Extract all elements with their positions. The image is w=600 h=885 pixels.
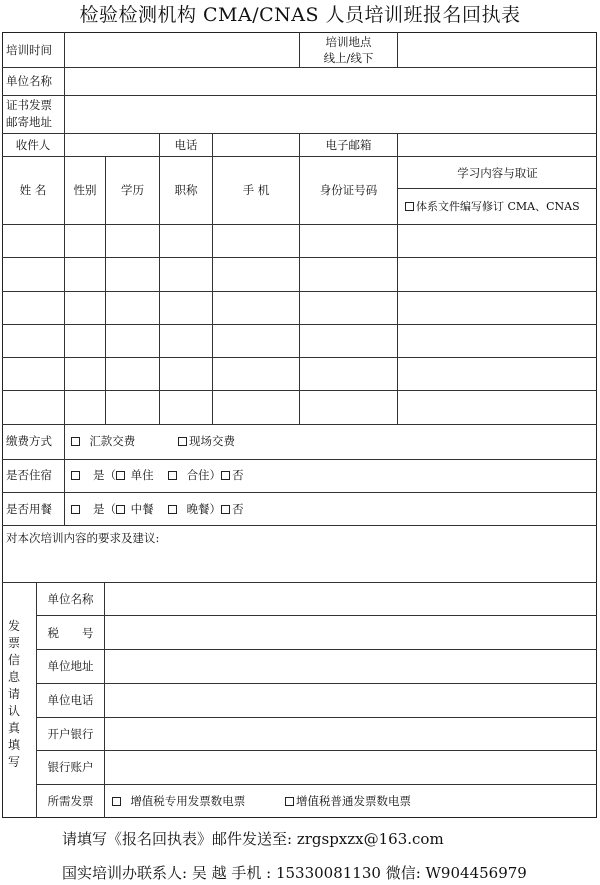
invoice-account-label: 银行账户 — [47, 760, 94, 774]
col-id-number: 身份证号码 — [319, 183, 378, 197]
email-label: 电子邮箱 — [325, 138, 372, 152]
payment-option-transfer[interactable] — [71, 434, 135, 448]
col-divider — [397, 32, 398, 67]
checkbox-icon[interactable] — [168, 505, 177, 514]
col-course: 学习内容与取证 — [457, 166, 538, 180]
course-option-label: 体系文件编写修订 CMA、CNAS — [416, 200, 580, 213]
col-name: 姓 名 — [19, 183, 47, 197]
col-divider — [64, 32, 65, 67]
row-divider — [36, 683, 597, 684]
payment-option-label: 汇款交费 — [89, 434, 136, 448]
row-divider — [36, 615, 597, 616]
lodging-options — [71, 468, 244, 482]
checkbox-icon[interactable] — [116, 471, 125, 480]
invoice-option-label: 增值税普通发票数电票 — [296, 794, 411, 808]
checkbox-icon[interactable] — [405, 202, 414, 211]
lodging-single: 单住 — [130, 468, 154, 482]
row-divider — [397, 188, 597, 189]
payment-label: 缴费方式 — [6, 434, 52, 448]
col-divider — [64, 424, 65, 525]
suggestion-label: 对本次培训内容的要求及建议: — [6, 531, 160, 545]
vertical-char: 票 — [7, 636, 20, 650]
checkbox-icon[interactable] — [168, 471, 177, 480]
vertical-char: 息 — [7, 670, 20, 684]
footer-contact-line: 国实培训办联系人: 吴 越 手机 : 15330081130 微信: W904456979 — [62, 864, 527, 882]
col-divider — [397, 133, 398, 156]
course-option-cma-cnas[interactable] — [405, 200, 580, 214]
invoice-tax-no-label: 税 号 — [47, 626, 94, 640]
row-divider — [36, 750, 597, 751]
checkbox-icon[interactable] — [71, 471, 80, 480]
vertical-char: 真 — [7, 721, 20, 735]
vertical-char: 认 — [7, 704, 20, 718]
row-divider — [2, 459, 597, 460]
train-time-label: 培训时间 — [6, 43, 52, 57]
invoice-unit-address-label: 单位地址 — [47, 659, 94, 673]
checkbox-icon[interactable] — [285, 797, 294, 806]
row-divider — [2, 424, 597, 425]
invoice-bank-label: 开户银行 — [47, 727, 94, 741]
form-title: 检验检测机构 CMA/CNAS 人员培训班报名回执表 — [79, 4, 521, 26]
col-divider — [64, 133, 65, 156]
invoice-option-label: 增值税专用发票数电票 — [130, 794, 246, 808]
meals-dinner: 晚餐） — [186, 502, 222, 516]
vertical-char: 写 — [7, 755, 20, 769]
row-divider — [2, 67, 597, 68]
col-divider — [212, 133, 213, 156]
checkbox-icon[interactable] — [221, 505, 230, 514]
lodging-no: 否 — [232, 468, 244, 482]
invoice-vertical-label — [6, 618, 22, 771]
invoice-option-general[interactable] — [285, 794, 411, 808]
payment-option-label: 现场交费 — [189, 434, 235, 448]
recipient-label: 收件人 — [15, 138, 51, 152]
row-divider — [2, 582, 597, 583]
col-gender: 性别 — [73, 183, 97, 197]
meals-no: 否 — [232, 502, 244, 516]
checkbox-icon[interactable] — [112, 797, 121, 806]
vertical-char: 请 — [7, 687, 20, 701]
row-divider — [2, 525, 597, 526]
meals-label: 是否用餐 — [6, 502, 52, 516]
cert-address-label-2: 邮寄地址 — [6, 115, 52, 129]
row-divider — [2, 95, 597, 96]
checkbox-icon[interactable] — [178, 437, 187, 446]
invoice-unit-name-label: 单位名称 — [47, 592, 94, 606]
lodging-shared: 合住） — [186, 468, 222, 482]
phone-label: 电话 — [174, 138, 198, 152]
col-title: 职称 — [174, 183, 198, 197]
row-divider — [36, 784, 597, 785]
vertical-char: 信 — [7, 653, 20, 667]
col-education: 学历 — [121, 183, 144, 197]
footer-email-line: 请填写《报名回执表》邮件发送至: zrgspxzx@163.com — [62, 830, 444, 848]
meal-options — [71, 502, 244, 516]
checkbox-icon[interactable] — [71, 437, 80, 446]
payment-option-onsite[interactable] — [178, 434, 235, 448]
train-place-label: 培训地点 — [325, 35, 372, 49]
row-divider — [2, 492, 597, 493]
vertical-char: 发 — [7, 619, 20, 633]
invoice-unit-phone-label: 单位电话 — [47, 693, 94, 707]
meals-yes: 是（ — [92, 502, 116, 516]
checkbox-icon[interactable] — [116, 505, 125, 514]
meals-lunch: 中餐 — [130, 502, 154, 516]
col-divider — [104, 582, 105, 818]
train-place-mode: 线上/线下 — [323, 51, 374, 65]
unit-name-label: 单位名称 — [6, 74, 52, 88]
col-divider — [64, 67, 65, 95]
invoice-needed-label: 所需发票 — [47, 794, 94, 808]
checkbox-icon[interactable] — [221, 471, 230, 480]
invoice-option-special[interactable] — [112, 794, 245, 808]
lodging-yes: 是（ — [92, 468, 116, 482]
col-divider — [64, 95, 65, 133]
vertical-char: 填 — [7, 738, 20, 752]
lodging-label: 是否住宿 — [6, 468, 52, 482]
col-mobile: 手 机 — [242, 183, 270, 197]
col-divider — [397, 156, 398, 424]
row-divider — [36, 649, 597, 650]
checkbox-icon[interactable] — [71, 505, 80, 514]
cert-address-label: 证书发票 — [6, 98, 52, 112]
row-divider — [36, 717, 597, 718]
